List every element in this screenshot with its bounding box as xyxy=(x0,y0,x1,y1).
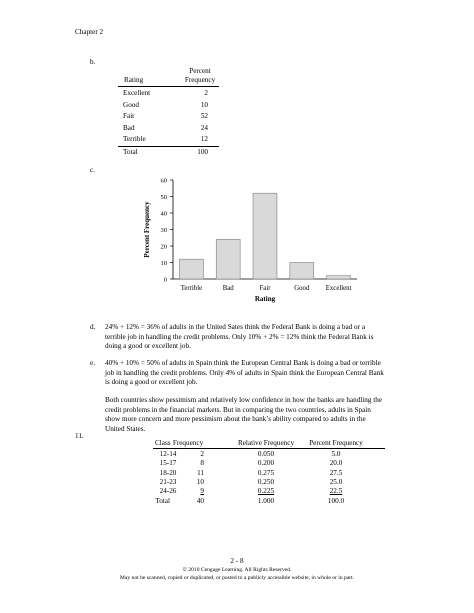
table-b-rating: Bad xyxy=(123,123,135,132)
table-b-percent: 12 xyxy=(200,135,208,143)
table-11-cell: 12-14 xyxy=(159,450,177,458)
table-b-header-rule xyxy=(118,86,219,87)
bar-good xyxy=(290,263,314,280)
table-b-rating: Good xyxy=(123,100,139,109)
total-value: 100 xyxy=(197,148,208,156)
table-11-cell: 24-26 xyxy=(159,487,177,496)
table-11-cell: 0.225 xyxy=(257,487,275,496)
copyright: © 2010 Cengage Learning. All Rights Reserved. xyxy=(182,567,292,573)
table-11-total-cell: Total xyxy=(155,496,170,505)
y-tick-label: 50 xyxy=(160,193,167,201)
part-e-text-1: 40% + 10% = 50% of adults in Spain think the European Central Bank is doing a bad or terrible job in handling the credit problems. Only 4% of adults in Spain think the European Central Bank is doing a good or excellent job. xyxy=(105,359,384,387)
table-11-cell: 0.275 xyxy=(257,468,275,477)
bar-excellent xyxy=(327,276,351,279)
table-11-cell: 5.0 xyxy=(331,450,341,458)
table-11-header: Percent Frequency xyxy=(309,439,363,447)
table-b-rating: Fair xyxy=(123,112,135,120)
part-c-label: c. xyxy=(90,166,95,174)
table-11-cell: 15-17 xyxy=(159,459,177,468)
table-11-cell: 11 xyxy=(197,468,204,477)
table-11-cell: 8 xyxy=(200,459,204,468)
y-tick-label: 10 xyxy=(160,259,167,267)
chapter-header: Chapter 2 xyxy=(75,28,104,36)
table-b-rating: Terrible xyxy=(123,135,146,143)
table-b-total-rule xyxy=(118,146,219,147)
table-11-cell: 18-20 xyxy=(159,468,177,477)
y-tick-label: 20 xyxy=(160,243,167,251)
bar-terrible xyxy=(179,259,203,279)
x-tick-label: Bad xyxy=(222,285,234,292)
y-tick-label: 60 xyxy=(160,177,167,185)
percent-header-line1: Percent xyxy=(189,67,211,75)
table-11-cell: 25.0 xyxy=(329,477,343,486)
table-11-cell: 27.5 xyxy=(329,468,343,477)
table-11-cell: 22.5 xyxy=(329,487,343,496)
table-11-total-cell: 40 xyxy=(196,496,204,505)
table-b-percent: 2 xyxy=(204,89,208,97)
part-b-label: b. xyxy=(90,58,96,66)
y-axis-title: Percent Frequency xyxy=(143,201,151,258)
table-11-cell: 0.250 xyxy=(257,477,275,486)
x-tick-label: Good xyxy=(294,285,310,292)
x-tick-label: Terrible xyxy=(180,285,203,292)
table-11-header: Class xyxy=(155,439,171,447)
table-11-cell: 21-23 xyxy=(159,477,177,486)
table-11-header: Relative Frequency xyxy=(237,439,295,447)
table-b-percent: 10 xyxy=(200,100,208,109)
table-11-cell: 2 xyxy=(200,450,204,458)
table-b-percent: 52 xyxy=(200,112,208,120)
rating-column-header: Rating xyxy=(124,76,144,84)
table-11-header: Frequency xyxy=(172,439,204,447)
table-11-cell: 0.200 xyxy=(257,459,275,468)
bar-fair xyxy=(253,193,277,279)
y-tick-label: 0 xyxy=(163,276,167,284)
x-tick-label: Excellent xyxy=(325,285,352,292)
part-e-label: e. xyxy=(90,359,95,367)
y-tick-label: 30 xyxy=(160,226,167,234)
copyright-notice: May not be scanned, copied or duplicated, or posted to a publicly accessible website, in whole or in part. xyxy=(119,575,355,581)
part-d-text: 24% + 12% = 36% of adults in the United Sates think the Federal Bank is doing a bad or a terrible job in handling the credit problems. Only 10% + 2% = 12% think the Federal Bank is doing a good or excellent job. xyxy=(105,323,374,351)
table-11-total-cell: 100.0 xyxy=(327,496,345,505)
y-tick-label: 40 xyxy=(160,210,167,218)
problem-11-number: 11. xyxy=(75,432,84,440)
table-11-total-cell: 1.000 xyxy=(257,496,275,505)
total-label: Total xyxy=(123,148,138,156)
table-b-percent: 24 xyxy=(200,123,208,132)
x-axis-title: Rating xyxy=(254,295,276,303)
table-11-cell: 0.050 xyxy=(257,450,275,458)
bar-bad xyxy=(216,239,240,279)
part-e-text-2: Both countries show pessimism and relatively low confidence in how the banks are handling the credit problems in the financial markets. But in comparing the two countries, adults in Spain show more concern and more pessimism about the bank’s ability compared to adults in the United States. xyxy=(105,396,383,433)
table-11-cell: 9 xyxy=(200,487,204,496)
x-tick-label: Fair xyxy=(259,285,271,292)
table-b-rating: Excellent xyxy=(123,89,151,97)
table-11-header-rule xyxy=(153,448,385,449)
bar-chart xyxy=(135,172,365,307)
page-number: 2 - 8 xyxy=(230,557,244,565)
table-11-cell: 10 xyxy=(196,477,204,486)
part-d-label: d. xyxy=(90,323,96,331)
table-11-cell: 20.0 xyxy=(329,459,343,468)
percent-header-line2: Frequency xyxy=(184,76,216,84)
